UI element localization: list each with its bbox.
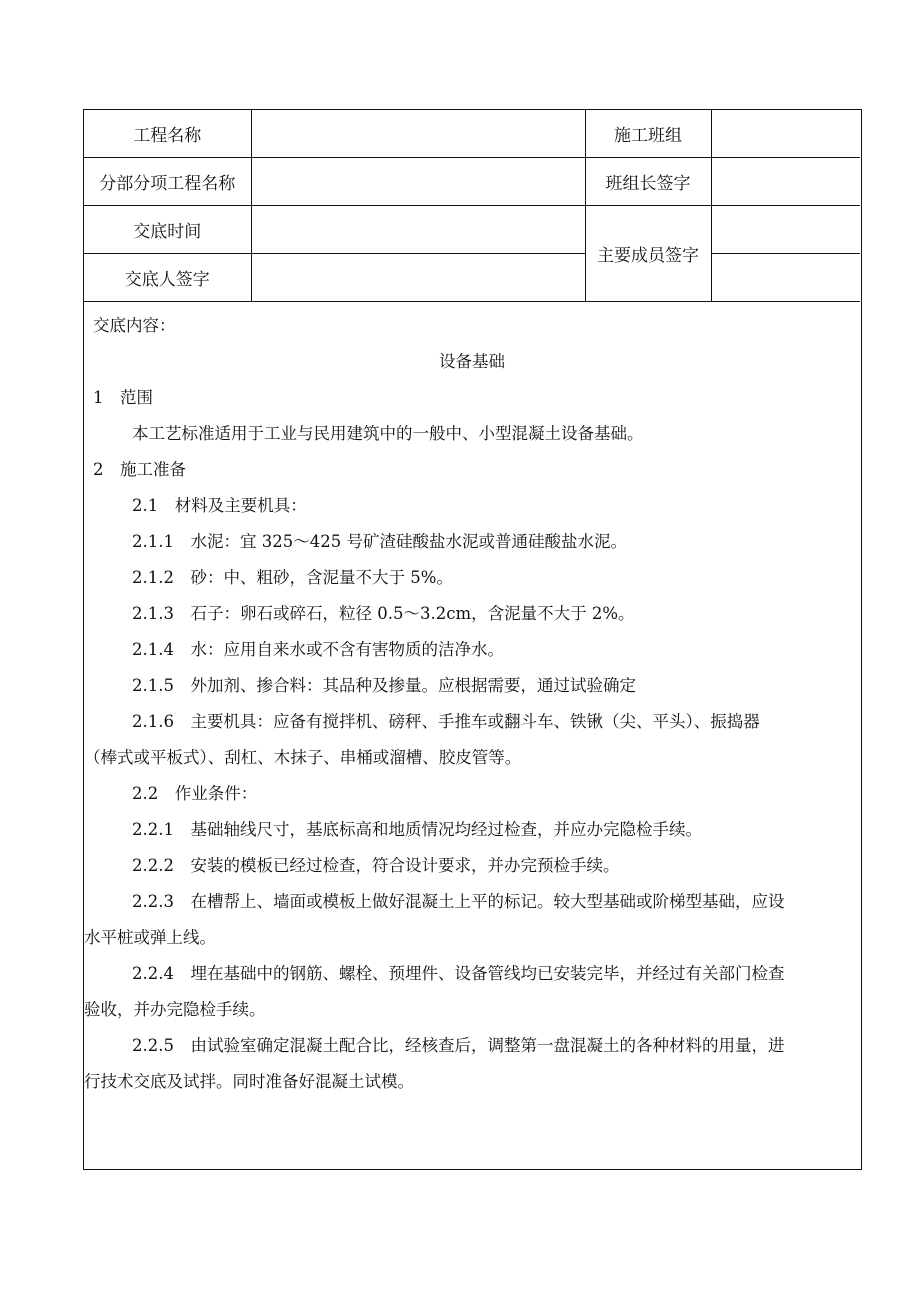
paragraph-line: 2.2.1 基础轴线尺寸，基底标高和地质情况均经过检查，并应办完隐检手续。 (132, 820, 702, 839)
members-sign-field-2[interactable] (711, 254, 860, 302)
paragraph-line: 2.2 作业条件： (132, 784, 258, 803)
project-name-label: 工程名称 (84, 110, 251, 158)
paragraph-line: 2.1.6 主要机具：应备有搅拌机、磅秤、手推车或翻斗车、铁锹（尖、平头）、振捣器 (132, 712, 760, 731)
team-leader-sign-label: 班组长签字 (585, 158, 711, 206)
project-name-field[interactable] (251, 110, 585, 158)
section-heading: 2 施工准备 (93, 460, 186, 479)
paragraph-line: 2.1.1 水泥：宜 325～425 号矿渣硅酸盐水泥或普通硅酸盐水泥。 (132, 532, 627, 551)
handover-time-label: 交底时间 (84, 206, 251, 254)
table-row (84, 254, 860, 302)
paragraph-line: 2.2.3 在槽帮上、墙面或模板上做好混凝土上平的标记。较大型基础或阶梯型基础，应设 (132, 892, 785, 911)
subproject-label: 分部分项工程名称 (84, 158, 251, 206)
paragraph-line: 2.2.4 埋在基础中的钢筋、螺栓、预埋件、设备管线均已安装完毕，并经过有关部门检查 (132, 964, 785, 983)
team-label: 施工班组 (585, 110, 711, 158)
paragraph-line: 2.2.2 安装的模板已经过检查，符合设计要求，并办完预检手续。 (132, 856, 620, 875)
members-sign-field-1[interactable] (711, 206, 860, 254)
paragraph-line: 2.2.5 由试验室确定混凝土配合比，经核查后，调整第一盘混凝土的各种材料的用量，进 (132, 1036, 785, 1055)
paragraph-line: 2.1.5 外加剂、掺合料：其品种及掺量。应根据需要，通过试验确定 (132, 676, 636, 695)
paragraph-line: 本工艺标准适用于工业与民用建筑中的一般中、小型混凝土设备基础。 (132, 424, 644, 443)
header-table (84, 110, 860, 302)
table-row (84, 110, 860, 158)
section-heading: 1 范围 (93, 388, 153, 407)
content-label: 交底内容： (93, 316, 176, 335)
paragraph-line: 2.1.4 水：应用自来水或不含有害物质的洁净水。 (132, 640, 504, 659)
handover-person-sign-label: 交底人签字 (84, 254, 251, 302)
paragraph-line: 2.1.2 砂：中、粗砂，含泥量不大于 5%。 (132, 568, 453, 587)
paragraph-line: （棒式或平板式）、刮杠、木抹子、串桶或溜槽、胶皮管等。 (84, 748, 522, 767)
paragraph-line: 2.1.3 石子：卵石或碎石，粒径 0.5～3.2cm，含泥量不大于 2%。 (132, 604, 635, 623)
handover-person-sign-field[interactable] (251, 254, 585, 302)
handover-sheet (83, 109, 862, 1170)
subproject-field[interactable] (251, 158, 585, 206)
table-row (84, 206, 860, 254)
paragraph-line: 水平桩或弹上线。 (84, 928, 216, 947)
team-field[interactable] (711, 110, 860, 158)
members-sign-label: 主要成员签字 (585, 206, 711, 302)
paragraph-line: 2.1 材料及主要机具： (132, 496, 307, 515)
paragraph-line: 验收，并办完隐检手续。 (84, 1000, 266, 1019)
table-row (84, 158, 860, 206)
content-title: 设备基础 (439, 352, 505, 371)
handover-time-field[interactable] (251, 206, 585, 254)
paragraph-line: 行技术交底及试拌。同时准备好混凝土试模。 (84, 1072, 414, 1091)
team-leader-sign-field[interactable] (711, 158, 860, 206)
